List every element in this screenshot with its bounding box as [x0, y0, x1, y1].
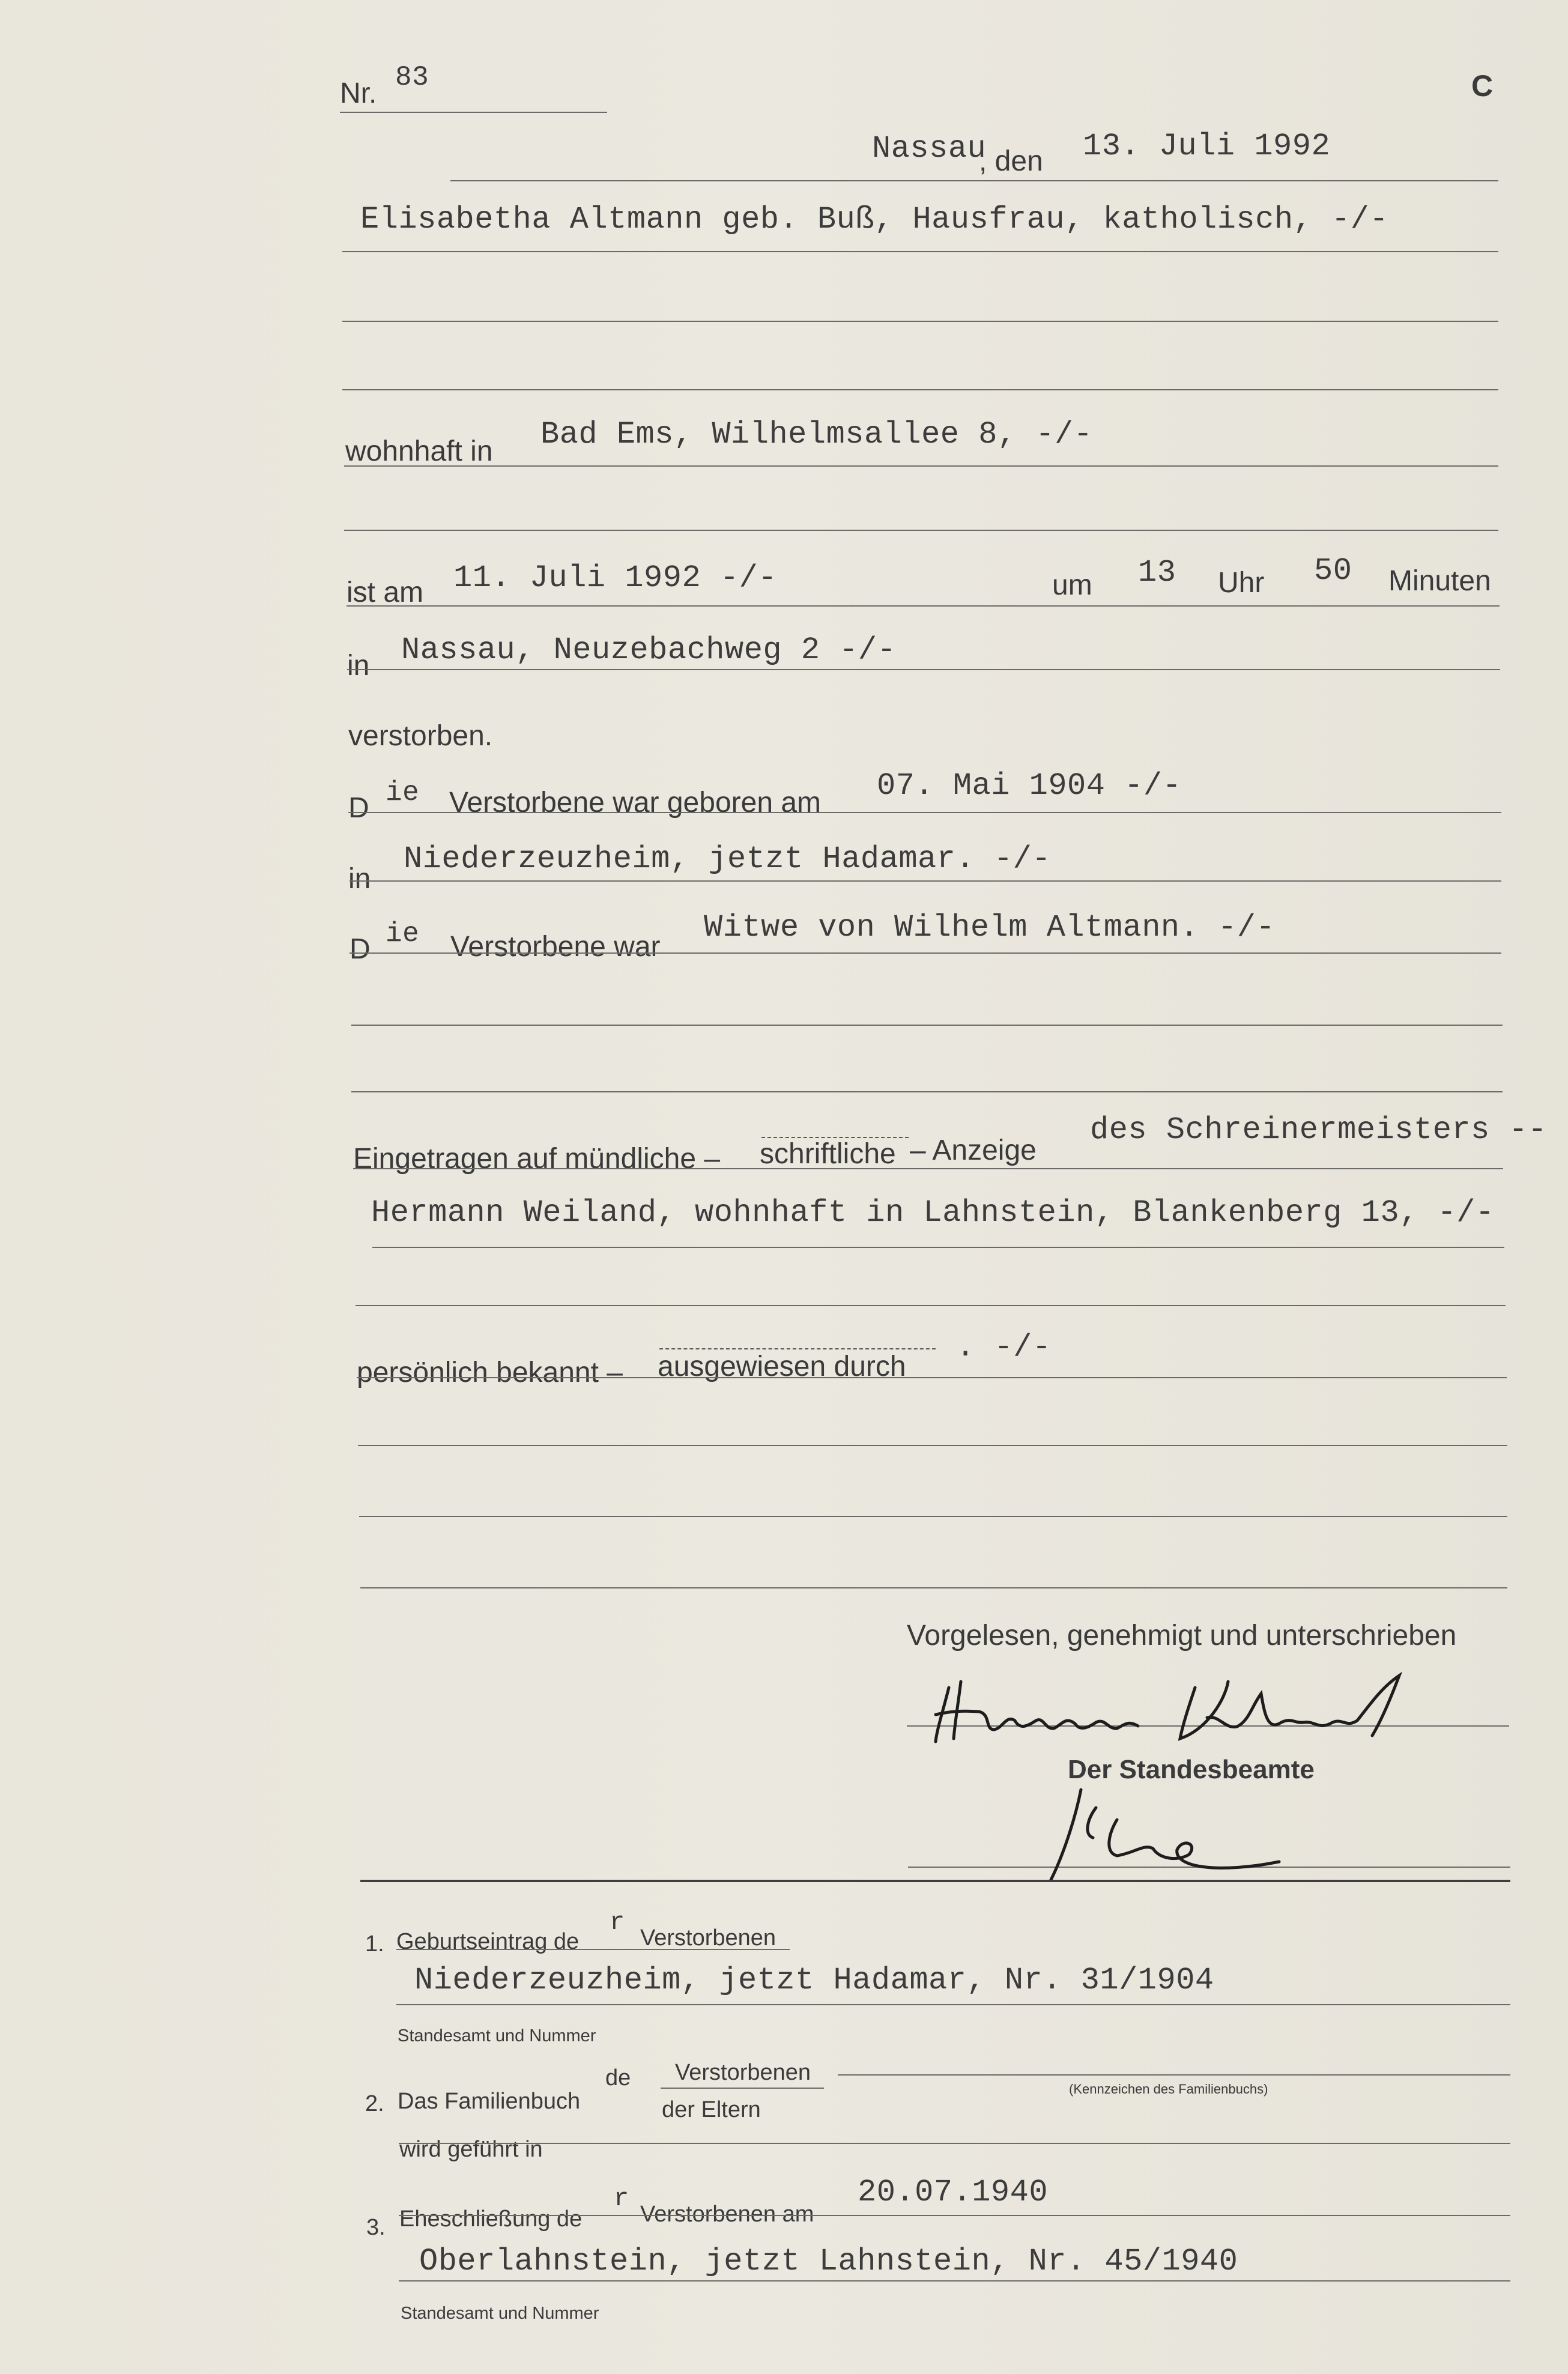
- notes-separator: [360, 1880, 1510, 1882]
- person-name-line: Elisabetha Altmann geb. Buß, Hausfrau, katholisch, -/-: [360, 202, 1389, 237]
- verstorben-label: verstorben.: [348, 720, 493, 752]
- status-line-2: [351, 1025, 1503, 1026]
- known-line: [357, 1377, 1507, 1378]
- note-1-label-2: Verstorbenen: [640, 1925, 776, 1951]
- registration-value-2: Hermann Weiland, wohnhaft in Lahnstein, Blankenberg 13, -/-: [371, 1195, 1495, 1231]
- death-hour-value: 13: [1138, 555, 1176, 590]
- status-line: [350, 952, 1501, 954]
- note-2-option-divider: [661, 2088, 824, 2089]
- known-line-4: [360, 1587, 1507, 1588]
- wohnhaft-label: wohnhaft in: [345, 435, 493, 467]
- minuten-label: Minuten: [1388, 565, 1491, 597]
- form-corner-letter: C: [1471, 69, 1494, 103]
- registration-line-2: [372, 1247, 1504, 1248]
- ist-am-label: ist am: [347, 577, 424, 608]
- official-signature: [1039, 1778, 1315, 1886]
- note-2-label-2: wird geführt in: [399, 2137, 543, 2162]
- date-value: 13. Juli 1992: [1083, 129, 1331, 164]
- name-line-3: [342, 389, 1498, 390]
- registration-label-b: schriftliche: [760, 1138, 896, 1170]
- name-line-1: [342, 251, 1498, 252]
- registration-label-c: – Anzeige: [910, 1134, 1037, 1166]
- death-place-line: [347, 669, 1500, 670]
- death-date-value: 11. Juli 1992 -/-: [453, 560, 777, 596]
- informant-signature: [925, 1664, 1423, 1754]
- note-1-caption: Standesamt und Nummer: [398, 2026, 596, 2045]
- known-label-b: ausgewiesen durch: [658, 1351, 906, 1382]
- note-2-label: Das Familienbuch: [398, 2089, 581, 2114]
- note-3-label-2: Verstorbenen am: [640, 2202, 814, 2227]
- death-minutes-value: 50: [1314, 553, 1352, 589]
- note-3-number: 3.: [366, 2215, 386, 2240]
- nr-value: 83: [395, 62, 429, 93]
- birth-label: Verstorbene war geboren am: [449, 787, 822, 819]
- status-d-label: D: [350, 933, 371, 965]
- note-3-caption: Standesamt und Nummer: [401, 2304, 599, 2323]
- wohnhaft-value: Bad Ems, Wilhelmsallee 8, -/-: [540, 417, 1093, 452]
- note-1-line: [396, 2004, 1510, 2005]
- registration-line: [353, 1168, 1503, 1169]
- status-line-3: [351, 1091, 1503, 1092]
- uhr-label: Uhr: [1218, 567, 1265, 599]
- nr-line: [340, 112, 607, 113]
- known-value: . -/-: [956, 1330, 1052, 1365]
- note-2-number: 2.: [365, 2091, 384, 2116]
- official-label: Der Standesbeamte: [1068, 1755, 1315, 1784]
- status-label: Verstorbene war: [450, 931, 661, 963]
- known-line-2: [358, 1445, 1507, 1446]
- status-value: Witwe von Wilhelm Altmann. -/-: [704, 910, 1276, 945]
- birth-d-suffix: ie: [386, 777, 420, 808]
- wohnhaft-line: [344, 465, 1498, 467]
- birth-place-value: Niederzeuzheim, jetzt Hadamar. -/-: [404, 841, 1051, 877]
- note-3-line-2: [399, 2280, 1510, 2282]
- note-3-date: 20.07.1940: [858, 2175, 1049, 2210]
- note-1-number: 1.: [365, 1931, 384, 1957]
- note-3-label: Eheschließung de: [399, 2206, 583, 2232]
- birth-date-line: [348, 812, 1501, 813]
- note-1-underline: [396, 1949, 790, 1950]
- note-2-line-2: [399, 2143, 1510, 2144]
- nr-label: Nr.: [340, 77, 377, 109]
- note-1-value: Niederzeuzheim, jetzt Hadamar, Nr. 31/1904: [414, 1963, 1214, 1998]
- note-2-option-parents: der Eltern: [662, 2097, 761, 2122]
- date-line: [450, 180, 1498, 181]
- um-label: um: [1052, 569, 1092, 601]
- note-3-line: [399, 2215, 1510, 2216]
- note-3-value: Oberlahnstein, jetzt Lahnstein, Nr. 45/1940: [419, 2244, 1238, 2279]
- known-label-a: persönlich bekannt –: [357, 1357, 623, 1388]
- birth-date-value: 07. Mai 1904 -/-: [877, 768, 1182, 804]
- note-1-suffix: r: [610, 1908, 625, 1937]
- read-approved-label: Vorgelesen, genehmigt und unterschrieben: [907, 1620, 1457, 1652]
- registration-strike: [761, 1137, 909, 1138]
- death-place-value: Nassau, Neuzebachweg 2 -/-: [401, 632, 897, 668]
- note-2-de: de: [605, 2065, 631, 2091]
- known-strike: [659, 1348, 936, 1349]
- death-date-line: [347, 605, 1500, 607]
- registration-value-1: des Schreinermeisters --: [1090, 1112, 1547, 1148]
- death-in-label: in: [347, 650, 370, 682]
- note-2-caption: (Kennzeichen des Familienbuchs): [1069, 2082, 1268, 2097]
- note-2-option-deceased: Verstorbenen: [675, 2060, 811, 2085]
- birth-d-label: D: [348, 792, 369, 824]
- known-line-3: [359, 1516, 1507, 1517]
- birth-in-label: in: [348, 863, 371, 895]
- wohnhaft-line-2: [344, 530, 1498, 531]
- status-d-suffix: ie: [386, 918, 420, 949]
- note-3-suffix: r: [614, 2184, 629, 2213]
- den-label: , den: [979, 145, 1043, 177]
- registration-line-3: [356, 1305, 1506, 1306]
- birth-place-line: [350, 880, 1501, 882]
- place-value: Nassau: [872, 131, 987, 166]
- name-line-2: [342, 321, 1498, 322]
- note-2-line: [838, 2074, 1510, 2076]
- note-1-label: Geburtseintrag de: [396, 1929, 580, 1954]
- registration-label-a: Eingetragen auf mündliche –: [353, 1143, 721, 1175]
